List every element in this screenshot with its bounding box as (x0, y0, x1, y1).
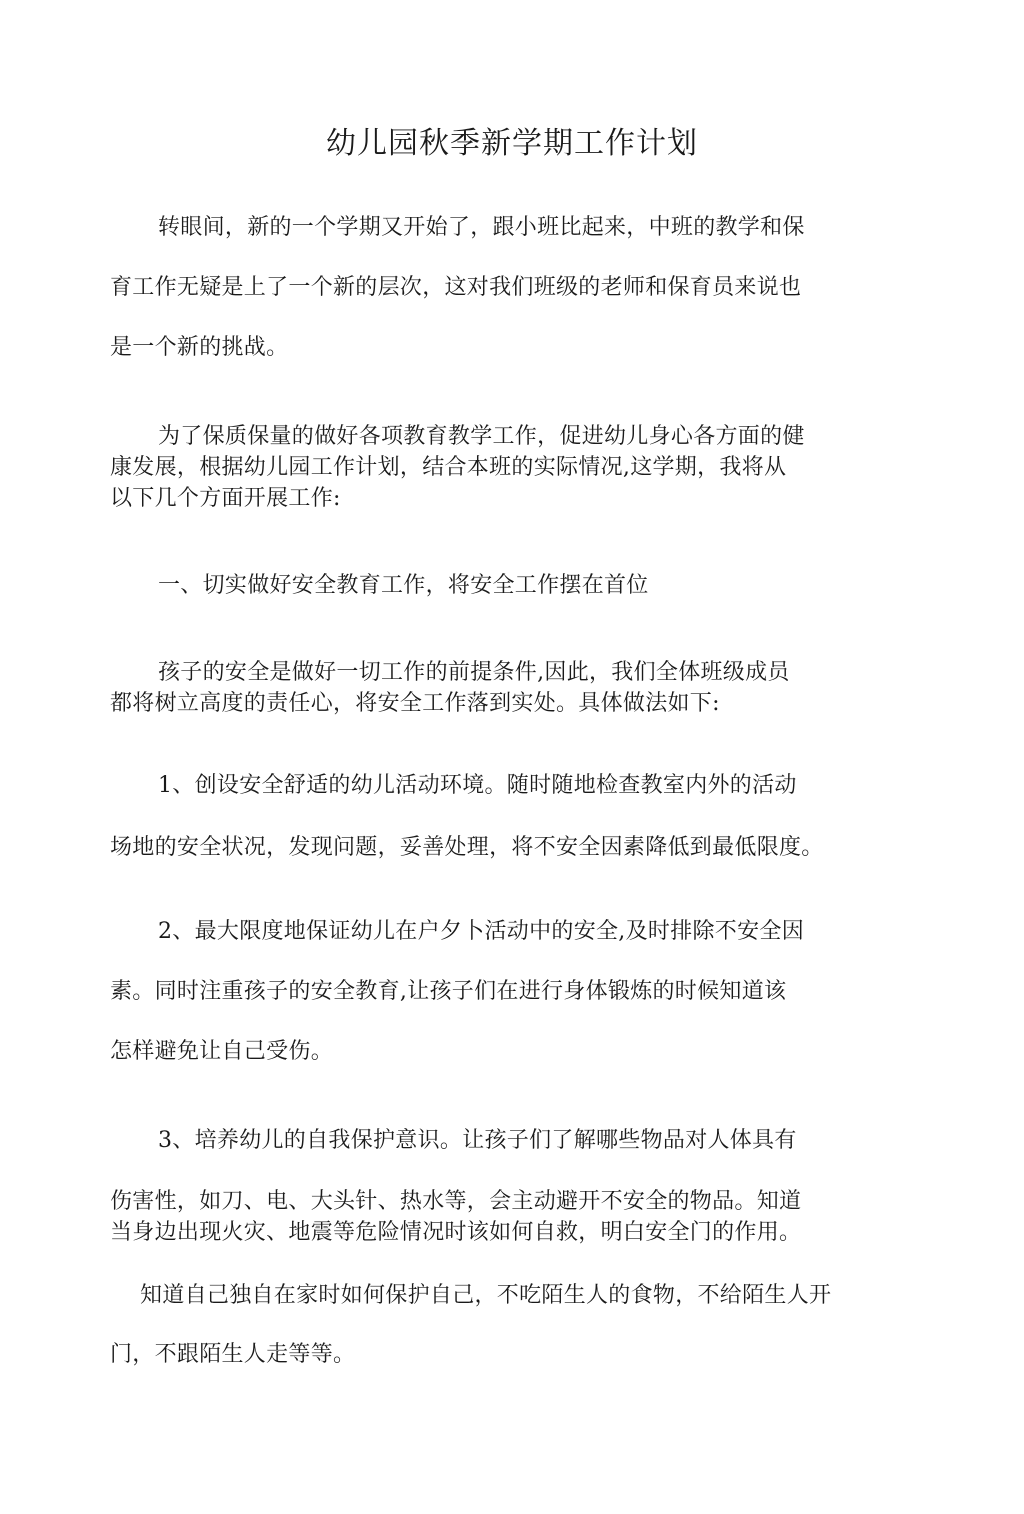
item-2-line-3: 怎样避免让自己受伤。 (110, 1039, 334, 1064)
purpose-line-2: 康发展，根据幼儿园工作计划，结合本班的实际情况,这学期，我将从 (110, 455, 787, 480)
section-intro-line-1: 孩子的安全是做好一切工作的前提条件,因此，我们全体班级成员 (158, 660, 790, 685)
intro-line-3: 是一个新的挑战。 (110, 335, 289, 360)
purpose-line-3: 以下几个方面开展工作: (110, 486, 341, 511)
item-1-line-2: 场地的安全状况，发现问题，妥善处理，将不安全因素降低到最低限度。 (110, 835, 824, 860)
section-intro-line-2: 都将树立高度的责任心，将安全工作落到实处。具体做法如下: (110, 691, 720, 716)
intro-line-1: 转眼间，新的一个学期又开始了，跟小班比起来，中班的教学和保 (158, 215, 805, 240)
item-3-line-2: 伤害性，如刀、电、大头针、热水等，会主动避开不安全的物品。知道 (110, 1189, 802, 1214)
item-1-line-1: 1、创设安全舒适的幼儿活动环境。随时随地检查教室内外的活动 (158, 773, 797, 798)
purpose-line-1: 为了保质保量的做好各项教育教学工作，促进幼儿身心各方面的健 (158, 424, 805, 449)
item-2-line-2: 素。同时注重孩子的安全教育,让孩子们在进行身体锻炼的时候知道该 (110, 979, 787, 1004)
item-4-line-2: 门，不跟陌生人走等等。 (110, 1342, 356, 1367)
item-4-line-1: 知道自己独自在家时如何保护自己，不吃陌生人的食物，不给陌生人开 (140, 1283, 832, 1308)
section-heading: 一、切实做好安全教育工作，将安全工作摆在首位 (158, 573, 649, 598)
page-title: 幼儿园秋季新学期工作计划 (326, 126, 698, 161)
item-3-line-1: 3、培养幼儿的自我保护意识。让孩子们了解哪些物品对人体具有 (158, 1128, 797, 1153)
intro-line-2: 育工作无疑是上了一个新的层次，这对我们班级的老师和保育员来说也 (110, 275, 802, 300)
item-2-line-1: 2、最大限度地保证幼儿在户夕卜活动中的安全,及时排除不安全因 (158, 919, 804, 944)
item-3-line-3: 当身边出现火灾、地震等危险情况时该如何自救，明白安全门的作用。 (110, 1220, 802, 1245)
